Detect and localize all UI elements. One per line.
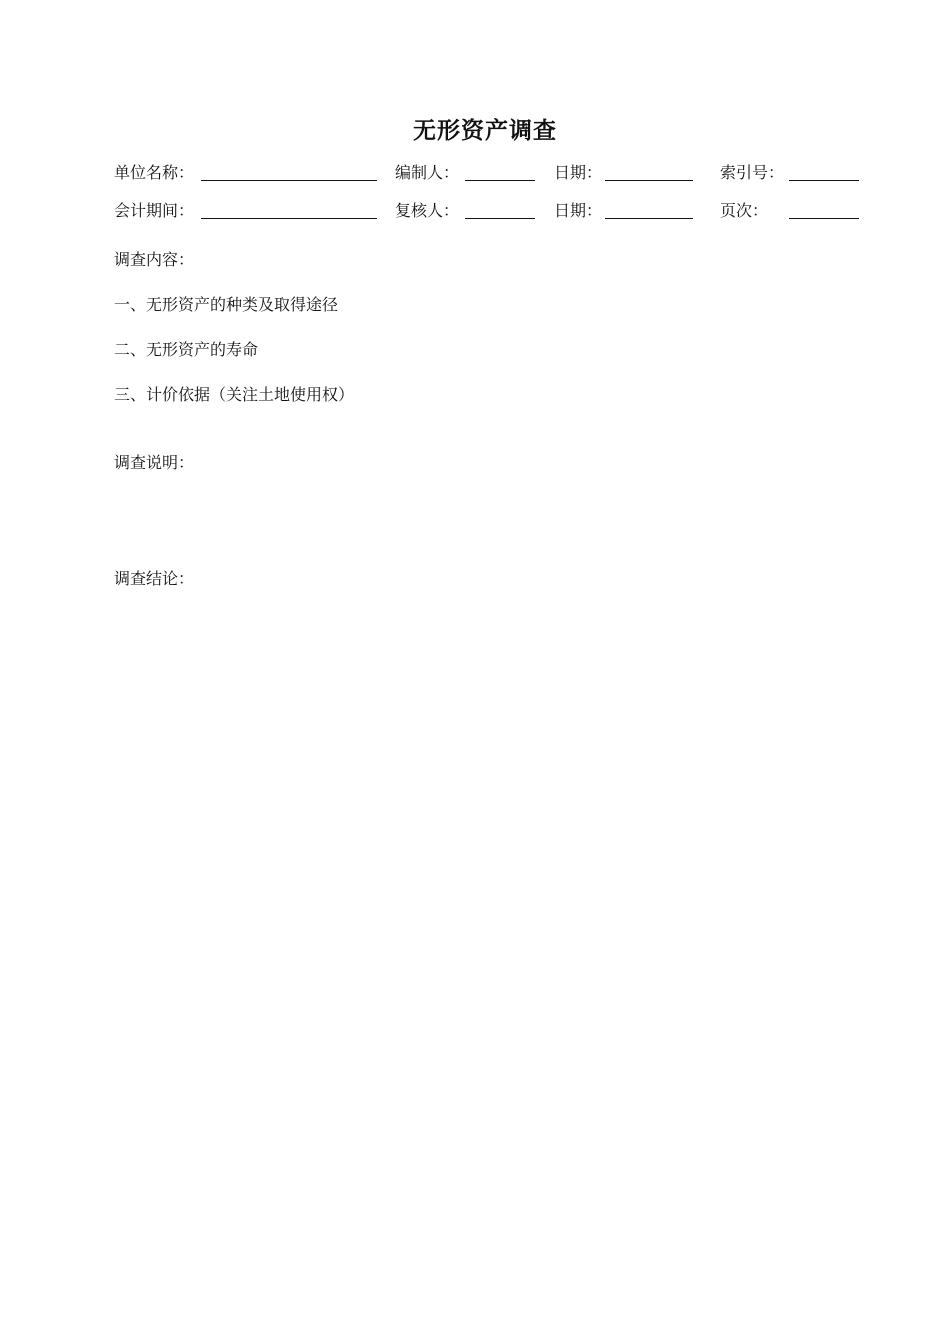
page-number-blank[interactable] bbox=[789, 218, 859, 219]
preparer-blank[interactable] bbox=[465, 180, 535, 181]
content-item: 三、计价依据（关注土地使用权） bbox=[114, 385, 355, 404]
review-date-label: 日期： bbox=[554, 201, 603, 220]
reviewer-label: 复核人： bbox=[395, 201, 460, 220]
accounting-period-label: 会计期间： bbox=[114, 201, 195, 220]
page-number-label: 页次： bbox=[720, 201, 769, 220]
conclusion-label: 调查结论： bbox=[114, 569, 195, 588]
unit-name-blank[interactable] bbox=[201, 180, 377, 181]
content-heading: 调查内容： bbox=[114, 250, 195, 269]
content-item: 一、无形资产的种类及取得途径 bbox=[114, 295, 339, 314]
prepare-date-label: 日期： bbox=[554, 163, 603, 182]
page-title: 无形资产调查 bbox=[413, 118, 557, 144]
unit-name-label: 单位名称： bbox=[114, 163, 195, 182]
index-number-label: 索引号： bbox=[720, 163, 785, 182]
index-number-blank[interactable] bbox=[789, 180, 859, 181]
preparer-label: 编制人： bbox=[395, 163, 460, 182]
notes-label: 调查说明： bbox=[114, 453, 195, 472]
prepare-date-blank[interactable] bbox=[605, 180, 693, 181]
reviewer-blank[interactable] bbox=[465, 218, 535, 219]
content-item: 二、无形资产的寿命 bbox=[114, 340, 259, 359]
review-date-blank[interactable] bbox=[605, 218, 693, 219]
accounting-period-blank[interactable] bbox=[201, 218, 377, 219]
